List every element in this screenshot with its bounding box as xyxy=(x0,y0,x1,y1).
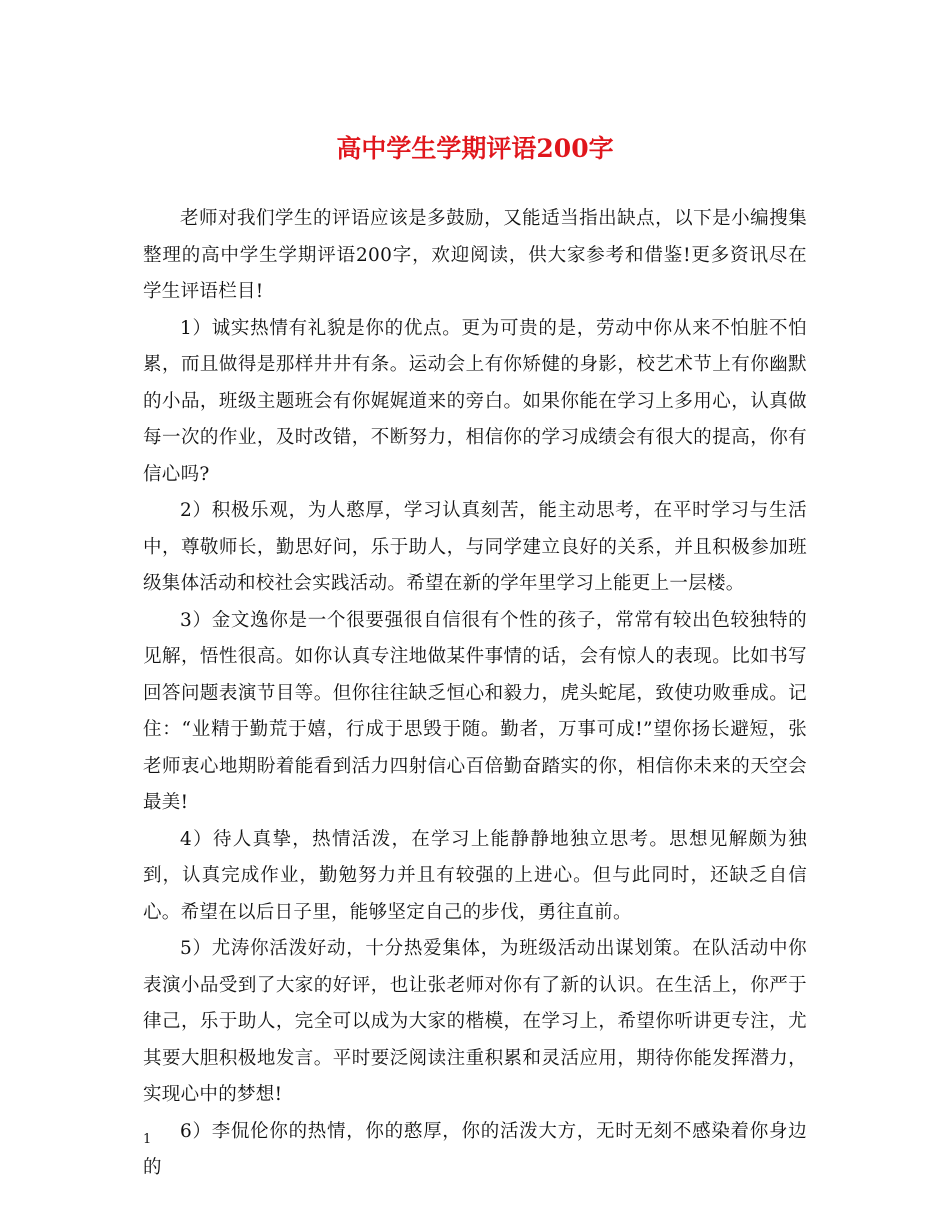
comment-paragraph-1: 1）诚实热情有礼貌是你的优点。更为可贵的是，劳动中你从来不怕脏不怕累，而且做得是那样井井有条。运动会上有你矫健的身影，校艺术节上有你幽默的小品，班级主题班会有你娓娓道来的旁白。如果你能在学习上多用心，认真做每一次的作业，及时改错，不断努力，相信你的学习成绩会有很大的提高，你有信心吗? xyxy=(143,317,807,485)
page-number: 1 xyxy=(143,1132,152,1147)
comment-paragraph-4: 4）待人真挚，热情活泼，在学习上能静静地独立思考。思想见解颇为独到，认真完成作业，勤勉努力并且有较强的上进心。但与此同时，还缺乏自信心。希望在以后日子里，能够坚定自己的步伐，勇往直前。 xyxy=(143,828,807,923)
comment-paragraph-2: 2）积极乐观，为人憨厚，学习认真刻苦，能主动思考，在平时学习与生活中，尊敬师长，勤思好问，乐于助人，与同学建立良好的关系，并且积极参加班级集体活动和校社会实践活动。希望在新的学年里学习上能更上一层楼。 xyxy=(143,500,807,594)
document-body xyxy=(143,201,807,1187)
page-title: 高中学生学期评语200字 xyxy=(336,134,614,163)
comment-paragraph-5: 5）尤涛你活泼好动，十分热爱集体，为班级活动出谋划策。在队活动中你表演小品受到了大家的好评，也让张老师对你有了新的认识。在生活上，你严于律己，乐于助人，完全可以成为大家的楷模，在学习上，希望你听讲更专注，尤其要大胆积极地发言。平时要泛阅读注重积累和灵活应用，期待你能发挥潜力，实现心中的梦想! xyxy=(143,938,807,1105)
comment-paragraph-3: 3）金文逸你是一个很要强很自信很有个性的孩子，常常有较出色较独特的见解，悟性很高。如你认真专注地做某件事情的话，会有惊人的表现。比如书写回答问题表演节目等。但你往往缺乏恒心和毅力，虎头蛇尾，致使功败垂成。记住：“业精于勤荒于嬉，行成于思毁于随。勤者，万事可成!”望你扬长避短，张老师衷心地期盼着能看到活力四射信心百倍勤奋踏实的你，相信你未来的天空会最美! xyxy=(143,609,807,813)
comment-paragraph-6: 6）李侃伦你的热情，你的憨厚，你的活泼大方，无时无刻不感染着你身边的 xyxy=(143,1120,807,1178)
intro-paragraph: 老师对我们学生的评语应该是多鼓励，又能适当指出缺点，以下是小编搜集整理的高中学生学期评语200字，欢迎阅读，供大家参考和借鉴!更多资讯尽在学生评语栏目! xyxy=(143,208,807,302)
